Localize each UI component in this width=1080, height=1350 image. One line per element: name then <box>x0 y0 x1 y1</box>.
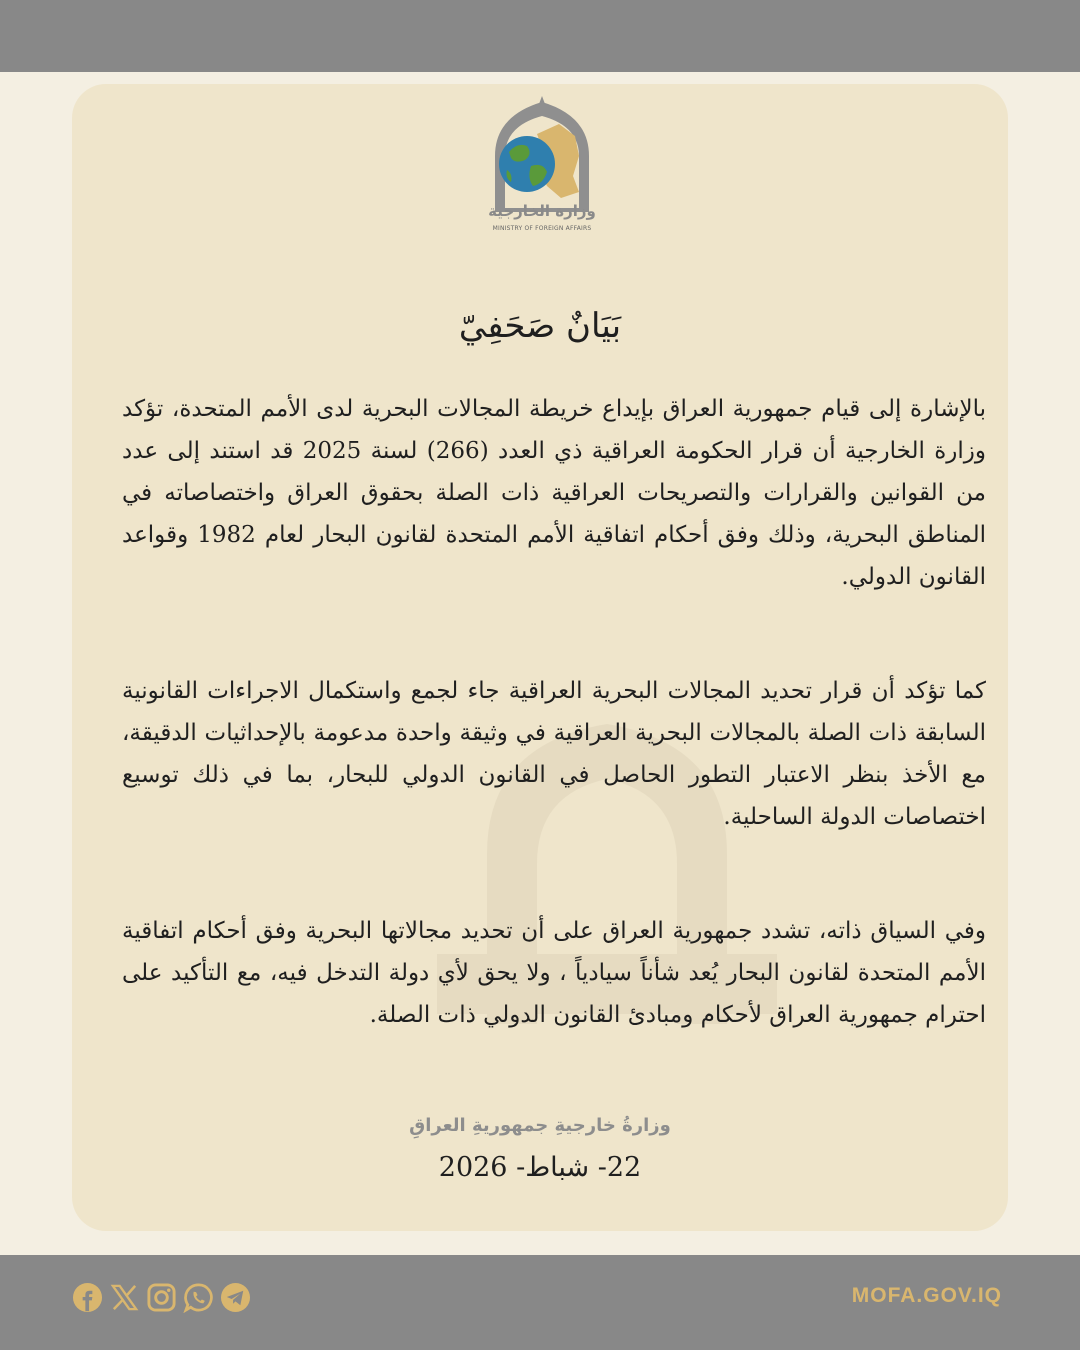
statement-title: بَيَانٌ صَحَفِيّ <box>458 306 622 346</box>
facebook-icon[interactable] <box>72 1282 103 1313</box>
top-bar <box>0 0 1080 72</box>
paragraph-3: وفي السياق ذاته، تشدد جمهورية العراق على أن تحديد مجالاتها البحرية وفق أحكام اتفاقية الأمم المتحدة لقانون البحار يُعد شأناً سيادياً ، ولا يحق لأي دولة التدخل فيه، مع التأكيد على احترام جمهورية العراق لأحكام ومبادئ القانون الدولي ذات الصلة. <box>122 918 986 1028</box>
website-link[interactable]: MOFA.GOV.IQ <box>851 1284 1002 1307</box>
whatsapp-icon[interactable] <box>183 1282 214 1313</box>
statement-card <box>72 84 1008 1231</box>
statement-date: 22- شباط- 2026 <box>438 1152 642 1183</box>
social-links <box>72 1281 251 1313</box>
paragraph-1: بالإشارة إلى قيام جمهورية العراق بإيداع خريطة المجالات البحرية لدى الأمم المتحدة، تؤكد وزارة الخارجية أن قرار الحكومة العراقية ذي العدد (266) لسنة 2025 قد استند إلى عدد من القوانين والقرارات والتصريحات العراقية ذات الصلة بحقوق العراق واختصاصاته في المناطق البحرية، وذلك وفق أحكام اتفاقية الأمم المتحدة لقانون البحار لعام 1982 وقواعد القانون الدولي. <box>122 396 986 590</box>
logo-arabic-text: وزارة الخارجية <box>488 202 596 220</box>
instagram-icon[interactable] <box>146 1282 177 1313</box>
ministry-logo <box>487 94 597 244</box>
telegram-icon[interactable] <box>220 1282 251 1313</box>
signature: وزارةُ خارجيةِ جمهوريةِ العراقِ <box>409 1115 671 1136</box>
logo-english-text: MINISTRY OF FOREIGN AFFAIRS <box>492 225 592 232</box>
x-icon[interactable] <box>109 1282 140 1313</box>
paragraph-2: كما تؤكد أن قرار تحديد المجالات البحرية العراقية جاء لجمع واستكمال الاجراءات القانونية السابقة ذات الصلة بالمجالات البحرية العراقية في وثيقة واحدة مدعومة بالإحداثيات الدقيقة، مع الأخذ بنظر الاعتبار التطور الحاصل في القانون الدولي للبحار، بما في ذلك توسيع اختصاصات الدولة الساحلية. <box>122 678 986 830</box>
